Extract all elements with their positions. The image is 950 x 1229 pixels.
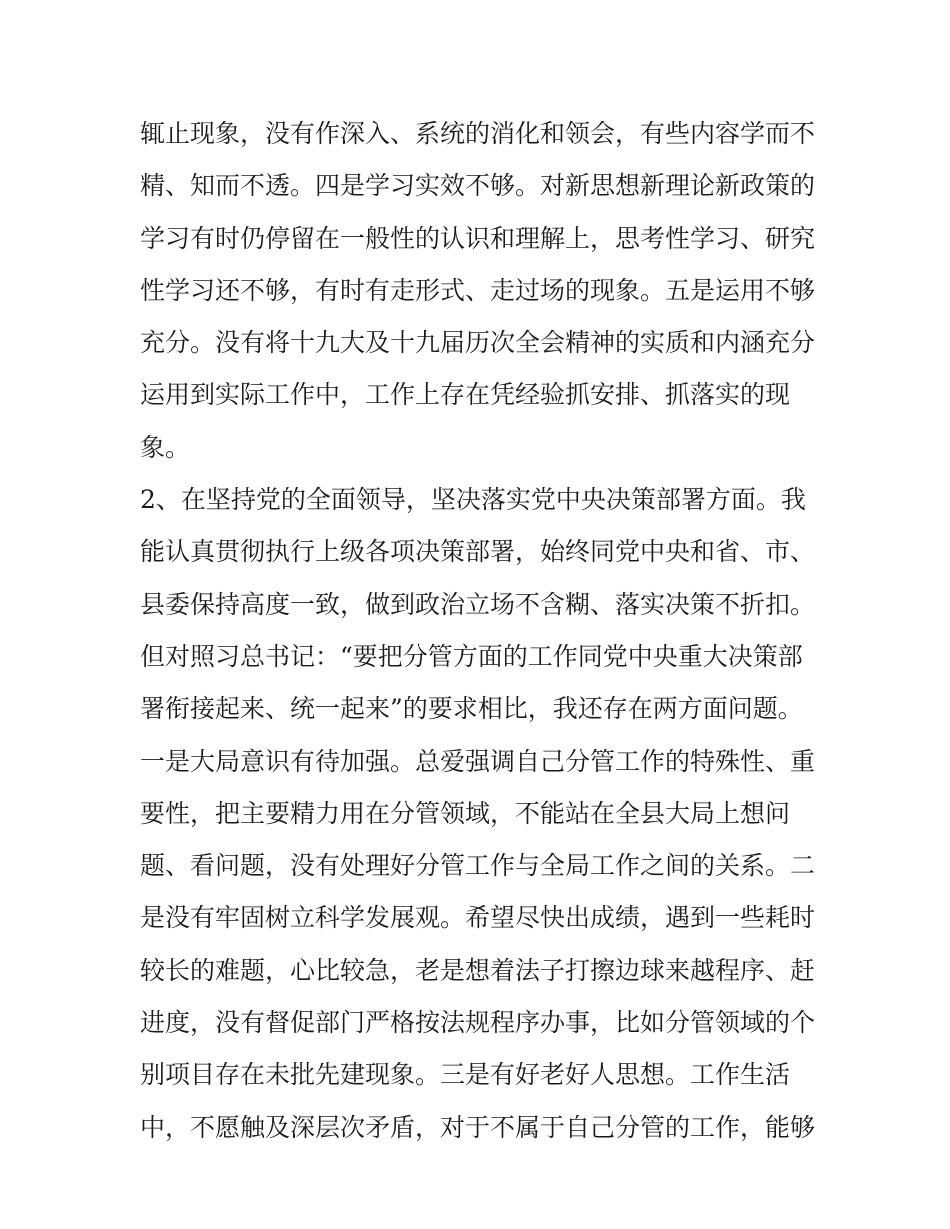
text-line: 辄止现象，没有作深入、系统的消化和领会，有些内容学而不 [140,119,816,148]
text-line: 进度，没有督促部门严格按法规程序办事，比如分管领域的个 [140,1008,816,1038]
text-line: 象。 [140,432,191,462]
section-heading-line: 2、在坚持党的全面领导，坚决落实党中央决策部署方面。我 [140,485,806,515]
text-line: 一是大局意识有待加强。总爱强调自己分管工作的特殊性、重 [140,746,816,776]
text-line: 署衔接起来、统一起来”的要求相比，我还存在两方面问题。 [140,694,803,724]
text-line: 题、看问题，没有处理好分管工作与全局工作之间的关系。二 [140,851,816,881]
text-line: 但对照习总书记：“要把分管方面的工作同党中央重大决策部 [140,641,803,671]
text-line: 县委保持高度一致，做到政治立场不含糊、落实决策不折扣。 [140,589,816,619]
text-line: 能认真贯彻执行上级各项决策部署，始终同党中央和省、市、 [140,537,816,567]
body-text [140,108,830,1154]
text-line: 是没有牢固树立科学发展观。希望尽快出成绩，遇到一些耗时 [140,903,816,933]
text-line: 精、知而不透。四是学习实效不够。对新思想新理论新政策的 [140,171,816,201]
text-line: 较长的难题，心比较急，老是想着法子打擦边球来越程序、赶 [140,955,816,985]
text-line: 别项目存在未批先建现象。三是有好老好人思想。工作生活 [140,1060,791,1090]
text-line: 运用到实际工作中，工作上存在凭经验抓安排、抓落实的现 [140,380,791,410]
text-line: 充分。没有将十九大及十九届历次全会精神的实质和内涵充分 [140,328,816,358]
text-line: 要性，把主要精力用在分管领域，不能站在全县大局上想问 [140,798,791,828]
text-line: 中，不愿触及深层次矛盾，对于不属于自己分管的工作，能够 [140,1112,816,1142]
text-line: 性学习还不够，有时有走形式、走过场的现象。五是运用不够 [140,275,816,305]
text-line: 学习有时仍停留在一般性的认识和理解上，思考性学习、研究 [140,223,816,253]
